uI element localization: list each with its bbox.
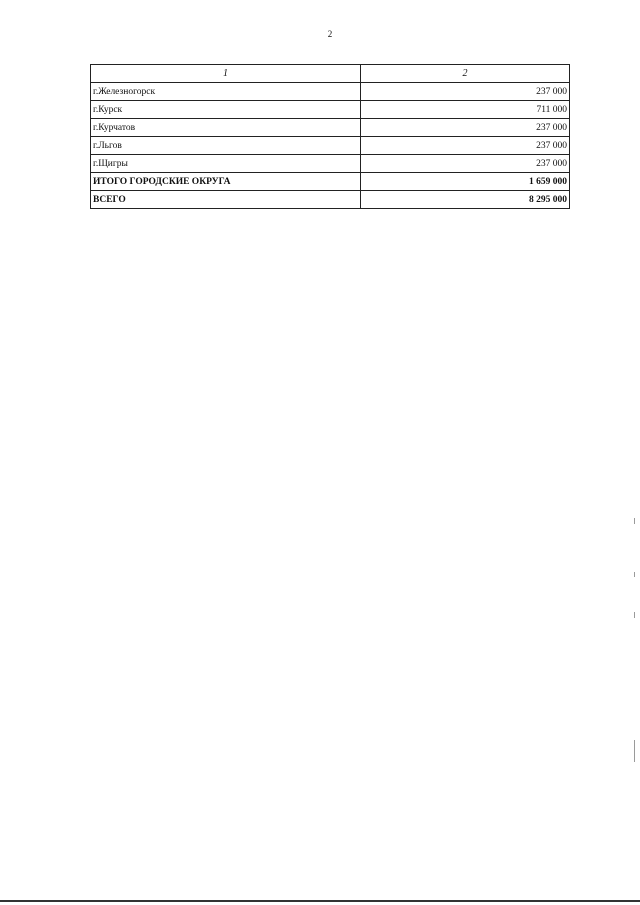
row-name: г.Железногорск	[91, 83, 361, 101]
row-value: 237 000	[361, 83, 570, 101]
total-row	[91, 191, 570, 209]
table-row	[91, 83, 570, 101]
scan-artifact	[634, 612, 635, 618]
row-value: 711 000	[361, 101, 570, 119]
page-number: 2	[327, 29, 333, 39]
subtotal-row	[91, 173, 570, 191]
row-name: г.Льгов	[91, 137, 361, 155]
row-name: г.Курск	[91, 101, 361, 119]
scan-artifact	[634, 572, 635, 577]
subtotal-value: 1 659 000	[361, 173, 570, 191]
bottom-edge-line	[0, 900, 640, 902]
table-row	[91, 155, 570, 173]
row-name: г.Щигры	[91, 155, 361, 173]
row-value: 237 000	[361, 137, 570, 155]
table-header-row	[91, 65, 570, 83]
table-row	[91, 119, 570, 137]
table-row	[91, 101, 570, 119]
row-name: г.Курчатов	[91, 119, 361, 137]
scan-artifact	[634, 518, 635, 524]
scan-artifact	[634, 740, 635, 762]
column-header-2: 2	[361, 65, 570, 83]
subtotal-label: ИТОГО ГОРОДСКИЕ ОКРУГА	[91, 173, 361, 191]
table-row	[91, 137, 570, 155]
row-value: 237 000	[361, 155, 570, 173]
total-label: ВСЕГО	[91, 191, 361, 209]
allocation-table	[90, 64, 570, 209]
row-value: 237 000	[361, 119, 570, 137]
total-value: 8 295 000	[361, 191, 570, 209]
column-header-1: 1	[91, 65, 361, 83]
